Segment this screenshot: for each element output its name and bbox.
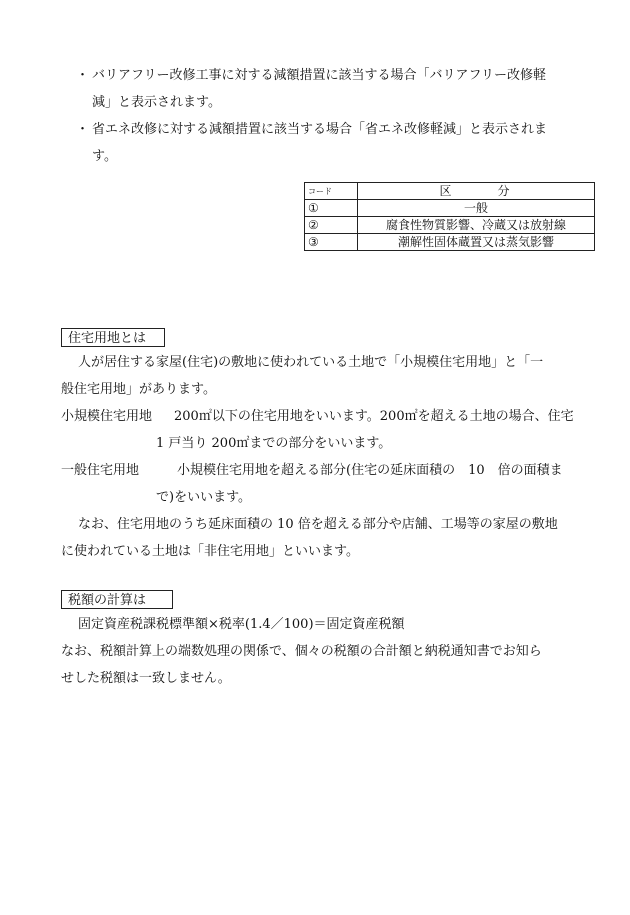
header-category: 区分 xyxy=(358,183,595,200)
bullet-mark: ・ xyxy=(76,68,90,83)
category-cell: 一般 xyxy=(358,200,595,217)
residential-note-line2: に使われている土地は「非住宅用地」といいます。 xyxy=(61,544,359,559)
table-row xyxy=(305,217,595,234)
table-header-row xyxy=(305,183,595,200)
tax-formula: 固定資産税課税標準額×税率(1.4／100)＝固定資産税額 xyxy=(78,617,405,632)
category-cell: 腐食性物質影響、冷蔵又は放射線 xyxy=(358,217,595,234)
residential-note-line1: なお、住宅用地のうち延床面積の 10 倍を超える部分や店舗、工場等の家屋の敷地 xyxy=(78,517,558,532)
tax-heading: 税額の計算は xyxy=(61,590,173,609)
table-row xyxy=(305,234,595,251)
bullet-energy-line2: す。 xyxy=(92,149,117,164)
code-cell: ② xyxy=(305,217,358,234)
residential-intro-line1: 人が居住する家屋(住宅)の敷地に使われている土地で「小規模住宅用地」と「一 xyxy=(78,355,544,370)
tax-note-line1: なお、税額計算上の端数処理の関係で、個々の税額の合計額と納税通知書でお知ら xyxy=(61,644,542,659)
code-cell: ① xyxy=(305,200,358,217)
bullet-energy-line1: 省エネ改修に対する減額措置に該当する場合「省エネ改修軽減」と表示されま xyxy=(92,122,548,137)
category-cell: 潮解性固体蔵置又は蒸気影響 xyxy=(358,234,595,251)
bullet-barrier-free-line2: 減」と表示されます。 xyxy=(92,95,221,110)
residential-heading: 住宅用地とは xyxy=(61,328,165,347)
bullet-mark: ・ xyxy=(76,122,90,137)
general-residential-term: 一般住宅用地 xyxy=(61,463,140,478)
general-residential-desc-line1: 小規模住宅用地を超える部分(住宅の延床面積の 10 倍の面積ま xyxy=(177,463,563,478)
small-residential-term: 小規模住宅用地 xyxy=(61,409,153,424)
small-residential-desc-line1: 200㎡以下の住宅用地をいいます。200㎡を超える土地の場合、住宅 xyxy=(174,409,574,424)
table-row xyxy=(305,200,595,217)
tax-note-line2: せした税額は一致しません。 xyxy=(61,671,231,686)
header-code: コード xyxy=(305,183,358,200)
residential-intro-line2: 般住宅用地」があります。 xyxy=(61,382,216,397)
code-table xyxy=(304,182,595,251)
general-residential-desc-line2: で)をいいます。 xyxy=(156,490,252,505)
small-residential-desc-line2: 1 戸当り 200㎡までの部分をいいます。 xyxy=(156,436,392,451)
code-cell: ③ xyxy=(305,234,358,251)
bullet-barrier-free-line1: バリアフリー改修工事に対する減額措置に該当する場合「バリアフリー改修軽 xyxy=(92,68,546,83)
